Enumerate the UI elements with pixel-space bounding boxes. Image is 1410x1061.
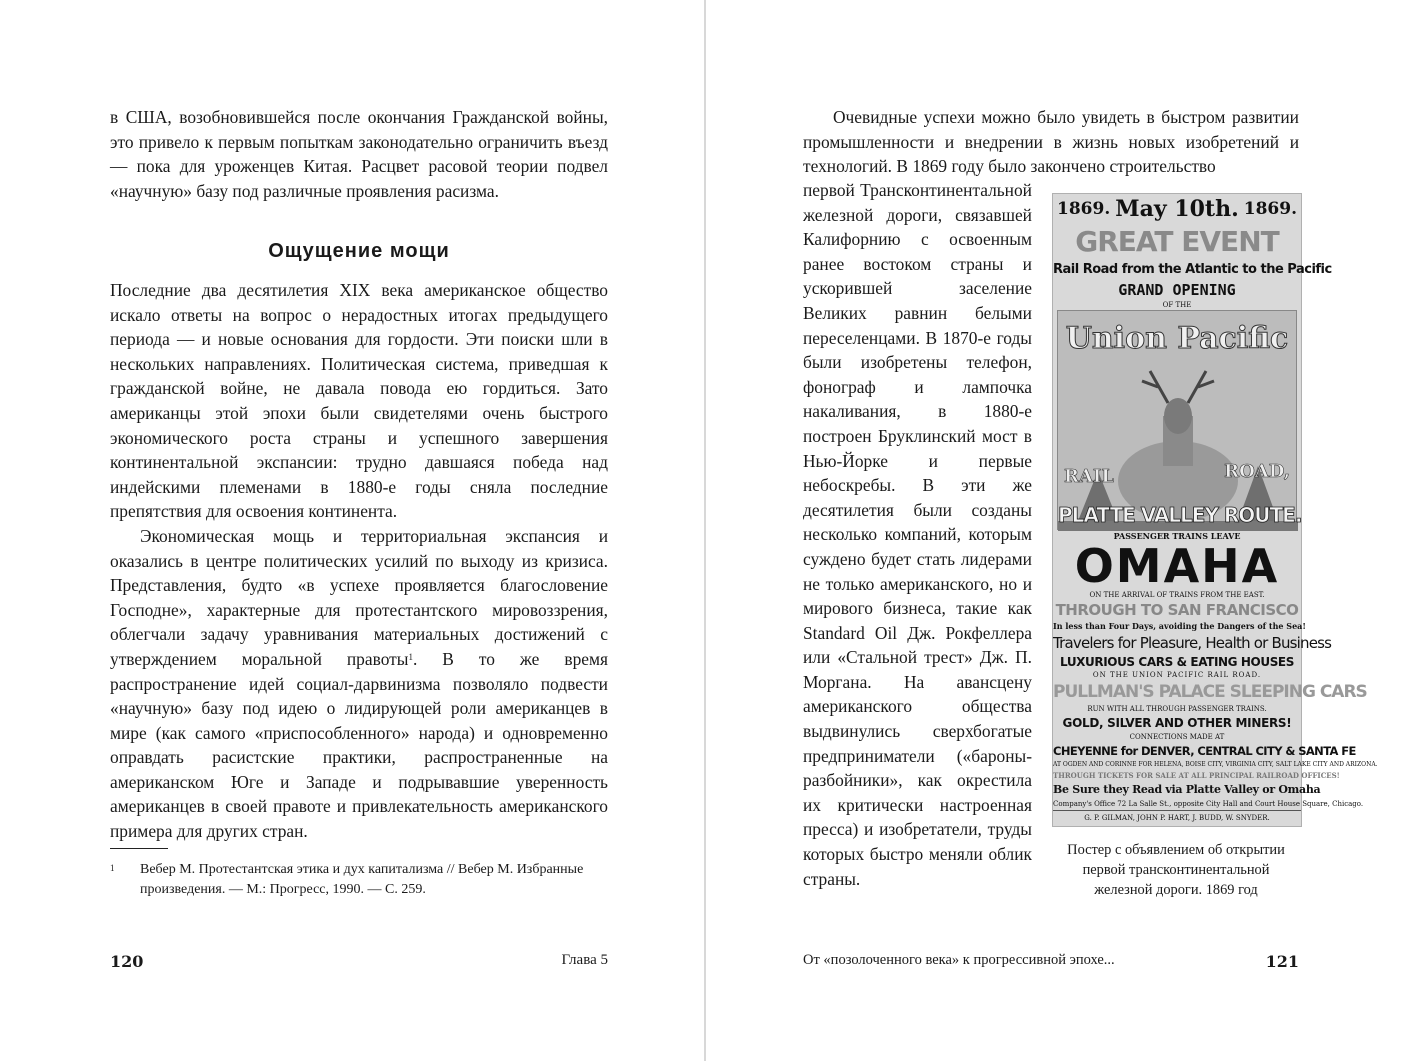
poster-connections: CONNECTIONS MADE AT [1129, 733, 1225, 741]
footnote-text: Вебер М. Протестантская этика и дух капитализма // Вебер М. Избранные произведения. — М.: Прогресс, 1990. — С. 259. [140, 862, 584, 897]
poster-year-right: 1869. [1243, 199, 1297, 219]
footnote-reference[interactable]: 1 [408, 651, 413, 662]
left-paragraph-1: в США, возобновившейся после окончания Гражданской войны, это привело к первым попыткам законодательно ограничить въезд — пока для уроженцев Китая. Расцвет расовой теории подвел «научную» базу под различные проявления расизма. [110, 107, 608, 201]
left-paragraph-3-part-b: . В то же время распространение идей социал-дарвинизма позволяло подвести «научную» базу под идею о лидирующей роли американцев в мире (как самого «приспособленного» народа) и одновременно оправдать расистские практики, распространенные на американском Юге и Западе и подрывавшие уверенность американцев в своей правоте и привлекательность американского примера для других стран. [110, 648, 609, 842]
poster-on-the-up: ON THE UNION PACIFIC RAIL ROAD. [1092, 671, 1262, 679]
poster-pullman: PULLMAN'S PALACE SLEEPING CARS [1053, 682, 1367, 702]
poster-be-sure: Be Sure they Read via Platte Valley or Omaha [1053, 783, 1321, 796]
poster-arrival: ON THE ARRIVAL OF TRAINS FROM THE EAST. [1089, 591, 1265, 599]
footnote [110, 860, 608, 900]
poster-railroad-line: Rail Road from the Atlantic to the Pacific [1053, 262, 1332, 277]
left-paragraph-3-part-a: Экономическая мощь и территориальная экспансия и оказались в центре политических усилий по выходу из кризиса. Представления, будто «в успехе проявляется благословение Господне», характерные для протестантского мировоззрения, облегчали задачу уравнивания материальных достижений с утверждением моральной правоты [110, 525, 608, 669]
right-paragraph-top: Очевидные успехи можно было увидеть в быстром развитии промышленности и внедрении в жизнь новых изобретений и технологий. В 1869 году было закончено строительство [803, 107, 1299, 177]
poster-platte-valley: PLATTE VALLEY ROUTE. [1058, 503, 1302, 527]
right-running-head: От «позолоченного века» к прогрессивной эпохе... [803, 952, 1115, 968]
poster-year-left: 1869. [1057, 199, 1111, 219]
poster-date-row [1053, 194, 1301, 224]
poster-run-with: RUN WITH ALL THROUGH PASSENGER TRAINS. [1087, 705, 1267, 713]
poster-great-event: GREAT EVENT [1075, 225, 1279, 258]
poster-four-days: In less than Four Days, avoiding the Dangers of the Sea! [1053, 621, 1306, 631]
poster-through-tickets: THROUGH TICKETS FOR SALE AT ALL PRINCIPAL RAILROAD OFFICES! [1053, 771, 1340, 780]
section-heading: Ощущение мощи [268, 240, 450, 262]
right-top-block [803, 105, 1299, 179]
left-paragraph-1-block [110, 105, 608, 203]
poster-travelers: Travelers for Pleasure, Health or Business [1053, 634, 1332, 652]
poster-cheyenne: CHEYENNE for DENVER, CENTRAL CITY & SANTA FE [1053, 744, 1356, 758]
right-page-number: 121 [1265, 952, 1299, 971]
poster-date: May 10th. [1115, 196, 1239, 222]
poster-omaha: OMAHA [1074, 539, 1280, 593]
left-running-head: Глава 5 [561, 952, 608, 968]
footnote-rule [110, 848, 168, 849]
poster-caption: Постер с объявлением об открытии первой трансконтинентальной железной дороги. 1869 год [1067, 842, 1285, 898]
left-paragraph-2: Последние два десятилетия XIX века американское общество искало ответы на вопрос о нерадостных итогах предыдущего периода — и новые основания для гордости. Эти поиски шли в нескольких направлениях. Политическая система, приведшая к гражданской войне, не давала повода ею гордиться. Зато американцы этой эпохи были свидетелями очень быстрого экономического роста страны и успешного завершения континентальной экспансии: трудно давшаяся победа над индейскими племенами в 1880-е годы сняла последние препятствия для освоения континента. [110, 280, 608, 522]
poster-of-the: OF THE [1162, 301, 1192, 309]
railroad-poster-image [1052, 193, 1378, 827]
poster-luxurious: LUXURIOUS CARS & EATING HOUSES [1060, 655, 1294, 669]
poster-gold: GOLD, SILVER AND OTHER MINERS! [1062, 716, 1292, 730]
right-narrow-block [803, 178, 1032, 891]
footnote-number: 1 [110, 863, 115, 873]
poster-through-sf: THROUGH TO SAN FRANCISCO [1055, 601, 1299, 619]
poster-rail: RAIL [1064, 466, 1115, 487]
poster-agents: G. P. GILMAN, JOHN P. HART, J. BUDD, W. SNYDER. [1053, 810, 1301, 825]
right-page [706, 0, 1410, 1061]
poster-passenger-trains: PASSENGER TRAINS LEAVE [1113, 531, 1241, 541]
poster-road: ROAD, [1224, 461, 1290, 482]
left-page-number: 120 [110, 952, 144, 971]
left-paragraph-3 [110, 524, 608, 844]
poster-at-ogden: AT OGDEN AND CORINNE FOR HELENA, BOISE CITY, VIRGINIA CITY, SALT LAKE CITY AND ARIZONA. [1053, 761, 1378, 768]
poster-union-pacific: Union Pacific [1065, 321, 1289, 356]
right-paragraph-narrow: первой Трансконтинентальной железной дороги, связавшей Калифорнию с освоенным ранее востоком страны и ускорившей заселение Великих равнин белыми переселенцами. В 1870-е годы были изобретены телефон, фонограф и лампочка накаливания, в 1880-е построен Бруклинский мост в Нью-Йорке и первые небоскребы. В эти же десятилетия были созданы несколько компаний, которым суждено будет стать лидерами не только американского, но и мирового бизнеса, такие как Standard Oil Дж. Рокфеллера или «Стальной трест» Дж. П. Моргана. На авансцену американского общества выдвинулись сверхбогатые предприниматели («бароны-разбойники», как окрестила их критически настроенная пресса) и изобретатели, труды которых быстро меняли облик страны. [803, 180, 1032, 889]
left-page [0, 0, 704, 1061]
left-body [110, 278, 608, 844]
poster-grand-opening: GRAND OPENING [1118, 281, 1236, 299]
poster-illustration [1057, 310, 1302, 530]
poster-office: Company's Office 72 La Salle St., opposite City Hall and Court House Square, Chicago. [1053, 800, 1364, 808]
